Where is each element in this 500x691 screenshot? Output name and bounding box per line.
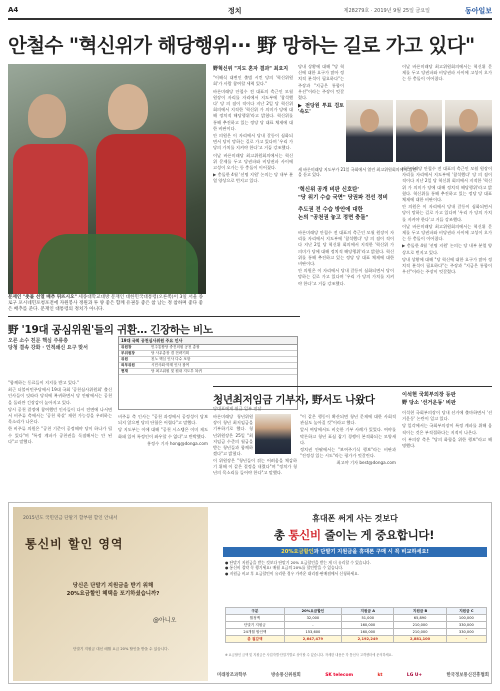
table-cell: 총 절감액 [226, 636, 285, 643]
table-header: 지원금 C [446, 608, 486, 615]
paragraph: ▶ 충돌한 4월 '선명 지원' 논의는 당 내부 분열 양상으로 번지고 있다. [402, 243, 492, 255]
ad-bar-highlight: 20%요금할인 [281, 549, 314, 555]
side-headline-2: 추도권 전 수습 방안에 대한 논의 "공천권 놓고 정면 충돌" [298, 207, 369, 221]
article2-title: 野 '19대 공심위원'들의 귀환… 긴장하는 비노 [8, 316, 300, 337]
byline: 최고야 기자 best@donga.com [336, 460, 396, 466]
ad-main-pre: 총 [273, 528, 289, 542]
table-cell: 월정액 [226, 615, 285, 622]
ad-card-sign: @아니오 [153, 617, 177, 624]
ad-bullet: ● 지원금 비교 후 요금할인이 유리한 경우 가까운 대리점·판매점에서 신청하세요. [225, 570, 359, 576]
lead-photo [8, 64, 206, 294]
lead-article-column-2 [298, 64, 344, 164]
paragraph: "함께하는 동료들이 지지를 받고 있다." [8, 380, 80, 385]
article3-column-2 [300, 414, 396, 496]
table-row [226, 636, 487, 643]
paragraph: 이날 바른미래당 최고위원회의에서는 혁신위 문제를 두고 당권파와 비당권파 사이에 고성이 오가는 등 충돌이 이어졌다. [402, 64, 492, 82]
portrait-caption: 새 바른미래당 지도부가 21일 국회에서 열린 최고위원회의에서 발언을 듣고 있다. [298, 167, 417, 178]
logo-kait: 한국정보통신진흥협회 [446, 673, 489, 678]
article2-column-2 [118, 414, 208, 496]
table-key: 위원장 [121, 345, 132, 349]
side-article-body [402, 410, 492, 496]
article2-column-1 [8, 380, 112, 496]
table-header: 지원금 A [342, 608, 394, 615]
paragraph: "이해식 대변인 출범 시킨 당의 '혁신위원회'가 사람 참여할 세력 있다." [213, 75, 293, 87]
ad-comparison-table [225, 607, 487, 643]
ad-main-headline [217, 527, 491, 543]
ad-main-highlight: 통신비 [288, 528, 321, 542]
lead-photo-caption [8, 295, 206, 313]
paragraph: 앞서 여당에서도 비슷한 기부 사례가 있었다. 여야를 막론하고 청년 표심 잡기 경쟁이 본격화되는 모양새다. [300, 427, 396, 445]
paragraph: 당내 상황에 대해 "당 혁신에 대한 요구가 많아 정치적 분석이 필요하다"는 주장과 "지금은 통합이 우선"이라는 주장이 엇갈렸다. [298, 64, 344, 101]
paragraph: 비주류 측 인사는 "공천 과정에서 공정성이 담보되지 않으면 당의 단합은 어렵다"고 말했다. [118, 414, 208, 426]
table-cell: 330,000 [446, 622, 486, 629]
side-article-title: 이석현 국회부의장 등판 野 당소 '선거운동' 비판 [402, 386, 492, 407]
table-value: 시민사회·학계 인사 참여 [151, 363, 190, 367]
article3-column-1b [213, 458, 297, 496]
table-cell: 32,000 [284, 615, 341, 622]
paragraph: 안 의원은 이 자리에서 당내 갈등이 심화되면서 당이 망하는 길로 가고 있다며 '우리 가 당의 가치를 지켜야 한다'고 거듭 강조했다. [298, 268, 394, 286]
table-value: 친노 핵심 인사 다수 포함 [151, 357, 191, 361]
table-cell: 210,000 [394, 629, 446, 636]
reporter-portrait [255, 414, 291, 454]
table-cell: 단말기 지원금 [226, 622, 285, 629]
table-value: 당 최고위원 및 원내 지도부 복귀 [151, 369, 202, 373]
ad-card-footnote: 단말기 지원금 대신 매월 요금 20% 할인을 받을 수 있습니다. [73, 647, 169, 651]
ad-main-post: 줄이는 게 중요합니다! [320, 528, 435, 542]
table-row [119, 369, 297, 375]
table-cell: 2,881,100 [394, 636, 446, 643]
logo-msip: 미래창조과학부 [217, 673, 247, 678]
table-value: 당 사무총장 겸 전략기획 [151, 351, 190, 355]
table-cell: 330,000 [446, 629, 486, 636]
side-article-column [402, 166, 492, 380]
side-headline-1: '혁신위 공개 비판 신호탄' "당 위기 수습 국면" 당권파 전선 정비 [298, 187, 388, 201]
paragraph: 이날 바른미래당 최고위원회의에서는 혁신위 문제를 두고 당권파와 비당권파 사이에 고성이 오가는 등 충돌이 이어졌다. [213, 152, 293, 171]
paragraph: 이 부의장 측은 "당의 화합을 위한 행보"라고 해명했다. [402, 436, 492, 449]
masthead [8, 6, 492, 20]
table-row [226, 615, 487, 622]
side-headline [298, 186, 394, 222]
paragraph: 바른미래당 청년위원장이 청년 최저임금을 기부하기로 했다. 청년위원장은 25일 "최저임금 수준의 월급을 받는 청년들과 함께하겠다"고 밝혔다. [213, 414, 253, 457]
article3-subtitle: 당대표에게 월급 일부 전달 [213, 406, 262, 411]
table-cell: 65,890 [394, 615, 446, 622]
ad-card-heading: 2015년도 국민연금 단말기 할부원 할인 안내서 [23, 516, 118, 521]
lead-article-column-3 [402, 64, 492, 100]
advertisement[interactable] [8, 502, 492, 684]
table-value: 민주통합당 중진의원 공천 총괄 [151, 345, 200, 349]
byline: 홍정수 기자 hong@donga.com [147, 440, 208, 446]
ad-bullets [225, 560, 487, 576]
table-cell: 153,600 [284, 629, 341, 636]
paragraph: "이 같은 행동이 확산되면 청년 문제에 대한 사회적 관심도 높아질 것"이라고 했다. [300, 414, 396, 426]
paragraph: ▶ 충돌한 4월 '선명 지원' 논의는 당 내부 분열 양상으로 번지고 있다. [213, 172, 293, 184]
table-row [226, 629, 487, 636]
subhead: ▶ 전당원 투표 검토 '속도' [298, 103, 344, 116]
paragraph: 당내 상황에 대해 "당 혁신에 대한 요구가 많아 정치적 분석이 필요하다"는 주장과 "지금은 통합이 우선"이라는 주장이 엇갈렸다. [402, 256, 492, 275]
table-cell: 210,000 [394, 622, 446, 629]
page-headline: 안철수 "혁신위가 해당행위··· 野 망하는 길로 가고 있다" [8, 34, 475, 57]
paragraph: 이 위원장은 "청년들이 겪는 어려움을 체감하기 위해 이 같은 결정을 내렸다"며 "정치가 청년의 목소리를 들어야 한다"고 말했다. [213, 458, 297, 476]
table-cell: 2,647,479 [284, 636, 341, 643]
ad-bullet: ● 통신비 절약 꼭 챙기세요! 매월 요금의 20%를 할인받을 수 있습니다. [225, 565, 344, 571]
ad-card-body: 당신은 단말기 지원금을 받기 위해 20%요금할인 혜택을 포기하셨습니까? [66, 583, 160, 597]
table-key: 현재 [121, 369, 128, 373]
paragraph: 이날 바른미래당 최고위원회의에서는 혁신위 문제를 두고 당권파와 비당권파 사이에 고성이 오가는 등 충돌이 이어졌다. [402, 223, 492, 242]
paragraph: 이석현 국회부의장이 당내 선거에 출마하면서 '선거운동' 논란이 일고 있다. [402, 410, 492, 422]
paragraph: 한 비주류 의원은 "공천 기준이 공정해야 당이 하나가 될 수 있다"며 "특정 계파가 공천권을 독점해서는 안 된다"고 말했다. [8, 426, 112, 444]
newspaper-name: 동아일보 [464, 7, 492, 15]
table-cell: - [284, 622, 341, 629]
sponsor-logos [217, 669, 489, 681]
paragraph: 바른미래당 안철수 전 대표의 측근인 모월 원장이 자리를 자리에서 지도부에 '참석했다' 당 의 점이 적이다 지난 2일 당 혁신위 회의에서 지적한 '혁신위 가 의미가 당에 대해 정치적 해당행위'라고 밝혔다. 혁신위를 통해 추진하고 있는 정당 당 대표 체제에 대한 비판이다. [402, 166, 492, 203]
logo-sk-telecom: SK telecom [325, 672, 354, 678]
table-key: 부위원장 [121, 351, 135, 355]
portrait-photo [346, 100, 393, 162]
ad-card-title: 통신비 할인 영역 [25, 537, 124, 551]
paragraph: 바른미래당 안철수 전 대표의 측근인 모월 원장이 자리를 자리에서 지도부에 '참석했다' 당 의 점이 적이다 지난 2일 당 혁신위 회의에서 지적한 '혁신위 가 의미가 당에 대해 정치적 해당행위'라고 밝혔다. 혁신위를 통해 추진하고 있는 정당 당 대표 체제에 대한 비판이다. [298, 230, 394, 267]
lead-article-column-1 [213, 64, 293, 314]
issue-info: 제28279호 · 2019년 9월 25일 금요일 [343, 8, 430, 14]
table-key: 외부위원 [121, 363, 135, 367]
portrait-photo [396, 100, 443, 162]
table-header: 20%요금할인 [284, 608, 341, 615]
table-cell: 160,000 [342, 622, 394, 629]
logo-lg-uplus: LG U+ [406, 672, 423, 678]
ad-card-image [13, 507, 208, 681]
paragraph: 최근 더불어민주당에서 19대 국회 '공천심사위원회' 출신 인사들이 잇따라 당직에 복귀하면서 당 안팎에서는 공천을 둘러싼 긴장감이 높아지고 있다. [8, 387, 112, 405]
table-cell: - [446, 636, 486, 643]
paragraph: 정치권 안팎에서는 "보여주기식 행보"라는 비판과 "진정성 있는 시도"라는 평가가 엇갈린다. [300, 447, 396, 459]
portrait-photo [445, 100, 492, 162]
ad-question: 휴대폰 써게 사는 것보다 [312, 514, 398, 523]
article3-title: 청년최저임금 기부자, 野서도 나왔다 [213, 386, 413, 407]
lead-subhead: 野혁신위 "지도 혼자 결과" 최요지 [213, 66, 289, 72]
table-cell: 2,192,249 [342, 636, 394, 643]
table-cell: 24개월 할인액 [226, 629, 285, 636]
paragraph: 바른미래당 안철수 전 대표의 측근인 모월 원장이 자리를 자리에서 지도부에 '참석했다' 당 의 점이 적이다 지난 2일 당 혁신위 회의에서 지적한 '혁신위 가 의미가 당에 대해 정치적 해당행위'라고 밝혔다. 혁신위를 통해 추진하고 있는 정당 당 대표 체제에 대한 비판이다. [213, 88, 293, 131]
table-row [226, 622, 487, 629]
paragraph: 당 일각에서는 국회부의장이 특정 계파를 위해 움직이는 것은 부적절하다는 지적이 나온다. [402, 423, 492, 435]
ad-footnote: ※ 요금할인 금액 및 지원금은 사업자별·단말기별로 상이할 수 있습니다. 자세한 내용은 각 통신사 고객센터에 문의하세요. [225, 653, 393, 657]
paragraph: 안 의원은 이 자리에서 당내 갈등이 심화되면서 당이 망하는 길로 가고 있다며 '우리 가 당의 가치를 지켜야 한다'고 거듭 강조했다. [213, 133, 293, 151]
paragraph: 안 의원은 이 자리에서 당내 갈등이 심화되면서 당이 망하는 길로 가고 있다며 '우리 가 당의 가치를 지켜야 한다'고 거듭 강조했다. [402, 204, 492, 222]
side-article-text [298, 230, 394, 314]
table-key: 위원 [121, 357, 128, 361]
paragraph: 당시 공천 결정에 참여했던 인사들이 다시 전면에 나서면서 비주류 측에서는 '공천 학살' 재현 가능성을 우려하는 목소리가 나온다. [8, 406, 112, 425]
table-header: 지원금 B [394, 608, 446, 615]
table-cell: 51,000 [342, 615, 394, 622]
table-header: 구분 [226, 608, 285, 615]
page-number: A4 [8, 6, 19, 14]
logo-kcc: 방송통신위원회 [271, 673, 301, 678]
table-cell: 100,000 [446, 615, 486, 622]
caption-text: 세종대학교대방 문재인 대한민국대통령(오른쪽)이 3일 서울 종로구 포시네민포청포전에 자원봉사 정원과 투 양 좋은 함께 유권동 좋은 참 남는 정 참하며 좋다 좋은 배추를 준다. 문재인 대통령의 정치가 아니다. [8, 295, 204, 312]
table-title: 19대 국회 공천심사위원 주요 인사 [119, 337, 297, 345]
paragraph: 당 지도부는 이에 대해 "공천 시스템은 이미 제도화돼 있어 특정인이 좌우할 수 없다"고 반박했다. [118, 427, 208, 439]
caption-title: 문재인 "촛불 선열 배추 뒤뜨시오" [8, 295, 77, 300]
logo-kt: kt [377, 672, 383, 678]
table-cell: 160,000 [342, 629, 394, 636]
ad-bar-text: 과 단말기 지원금을 휴대폰 구매 시 꼭 비교하세요! [313, 549, 429, 555]
ad-bullet: ● 단말기 지원금을 받는 것보다 단말기 20% 요금할인을 받는 게 더 유리할 수 있습니다. [225, 560, 372, 565]
portrait-photos [346, 100, 492, 162]
ad-banner-bar [223, 547, 487, 557]
section-label: 정치 [228, 7, 242, 15]
article2-subtitle: 오른 소수 친문 핵심 주류층 당청 결속 강화 · 인적쇄신 요구 맞서 [8, 338, 88, 351]
table-header-row [226, 608, 487, 615]
